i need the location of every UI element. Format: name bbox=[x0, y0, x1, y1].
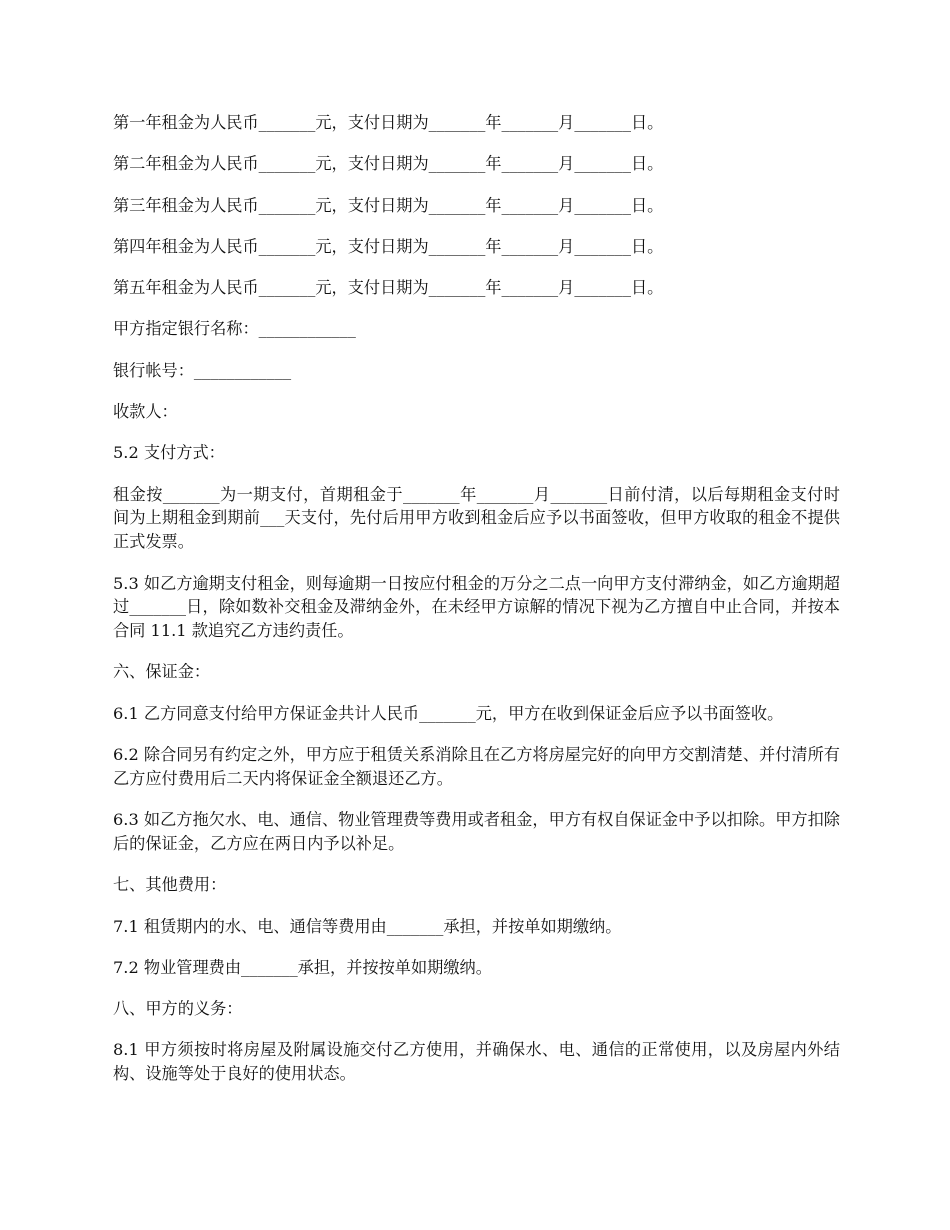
clause-5-2-heading: 5.2 支付方式： bbox=[113, 443, 225, 463]
payee-line: 收款人： bbox=[113, 402, 178, 422]
bank-account-line: 银行帐号：____________ bbox=[113, 360, 292, 380]
clause-5-3: 5.3 如乙方逾期支付租金，则每逾期一日按应付租金的万分之二点一向甲方支付滞纳金，如乙方逾期超过_______日，除如数补交租金及滞纳金外，在未经甲方谅解的情况下视为乙方擅自中止合同，并按本合同 11.1 款追究乙方违约责任。 bbox=[113, 573, 840, 641]
rent-year-3: 第三年租金为人民币_______元，支付日期为_______年_______月_______日。 bbox=[113, 195, 664, 215]
bank-name-line: 甲方指定银行名称：____________ bbox=[113, 319, 356, 339]
rent-year-4: 第四年租金为人民币_______元，支付日期为_______年_______月_______日。 bbox=[113, 236, 664, 256]
clause-8-1: 8.1 甲方须按时将房屋及附属设施交付乙方使用，并确保水、电、通信的正常使用，以及房屋内外结构、设施等处于良好的使用状态。 bbox=[113, 1040, 840, 1084]
section-7-heading: 七、其他费用： bbox=[113, 875, 227, 895]
clause-7-1: 7.1 租赁期内的水、电、通信等费用由_______承担，并按单如期缴纳。 bbox=[113, 916, 622, 936]
rent-year-1: 第一年租金为人民币_______元，支付日期为_______年_______月_______日。 bbox=[113, 113, 664, 132]
rent-year-5: 第五年租金为人民币_______元，支付日期为_______年_______月_______日。 bbox=[113, 278, 664, 298]
rent-year-2: 第二年租金为人民币_______元，支付日期为_______年_______月_______日。 bbox=[113, 154, 664, 174]
clause-5-2-body: 租金按_______为一期支付，首期租金于_______年_______月_______日前付清，以后每期租金支付时间为上期租金到期前___天支付，先付后用甲方收到租金后应予以书面签收，但甲方收取的租金不提供正式发票。 bbox=[113, 484, 840, 552]
clause-6-2: 6.2 除合同另有约定之外，甲方应于租赁关系消除且在乙方将房屋完好的向甲方交割清楚、并付清所有乙方应付费用后二天内将保证金全额退还乙方。 bbox=[113, 745, 840, 788]
clause-6-3: 6.3 如乙方拖欠水、电、通信、物业管理费等费用或者租金，甲方有权自保证金中予以扣除。甲方扣除后的保证金，乙方应在两日内予以补足。 bbox=[113, 810, 840, 853]
document-page bbox=[113, 111, 840, 1104]
clause-7-2: 7.2 物业管理费由_______承担，并按按单如期缴纳。 bbox=[113, 957, 492, 977]
section-6-heading: 六、保证金： bbox=[113, 662, 211, 682]
clause-6-1: 6.1 乙方同意支付给甲方保证金共计人民币_______元，甲方在收到保证金后应予以书面签收。 bbox=[113, 703, 784, 723]
section-8-heading: 八、甲方的义务： bbox=[113, 999, 243, 1019]
